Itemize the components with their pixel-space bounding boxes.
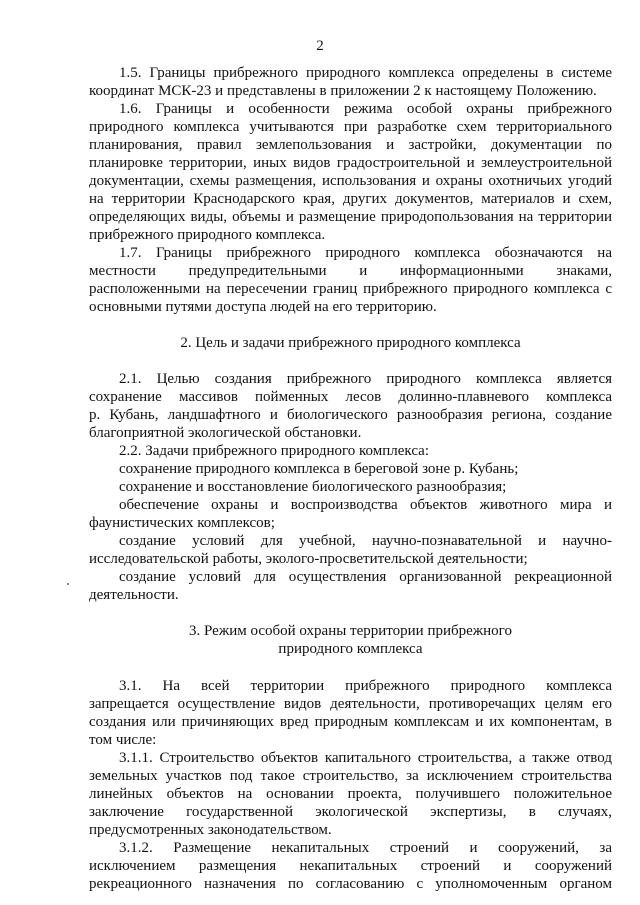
text-line: прибрежного природного комплекса.	[89, 227, 326, 243]
text-line: создание условий для осуществления организованной рекреационной	[119, 569, 612, 585]
text-line: 3.1.1. Строительство объектов капитального строительства, а также отвод	[119, 750, 612, 766]
section-heading: 3. Режим особой охраны территории прибрежного	[189, 623, 512, 639]
text-line: линейных объектов на основании проекта, получившего положительное	[89, 786, 612, 802]
text-line: сохранение природного комплекса в береговой зоне р. Кубань;	[119, 461, 519, 477]
text-line: 3.1.2. Размещение некапитальных строений и сооружений, за	[119, 840, 612, 856]
text-line: природного комплекса учитываются при разработке схем территориального	[89, 119, 612, 135]
text-line: расположенными на пересечении границ прибрежного природного комплекса с	[89, 281, 612, 297]
text-line: создание условий для учебной, научно-познавательной и научно-	[119, 533, 612, 549]
text-line: 1.7. Границы прибрежного природного комплекса обозначаются на	[119, 245, 612, 261]
page-number: 2	[316, 38, 324, 54]
text-line: заключение государственной экологической экспертизы, в случаях,	[89, 804, 612, 820]
scan-speck	[67, 583, 69, 585]
text-line: 2.1. Целью создания прибрежного природного комплекса является	[119, 371, 612, 387]
text-line: 2.2. Задачи прибрежного природного комплекса:	[119, 443, 429, 459]
text-line: предусмотренных законодательством.	[89, 822, 332, 838]
text-line: 3.1. На всей территории прибрежного природного комплекса	[119, 678, 612, 694]
text-line: 1.6. Границы и особенности режима особой охраны прибрежного	[119, 101, 612, 117]
text-line: запрещается осуществление видов деятельности, противоречащих целям его	[89, 696, 612, 712]
text-line: определяющих виды, объемы и размещение природопользования на территории	[89, 209, 612, 225]
text-line: благоприятной экологической обстановки.	[89, 425, 362, 441]
text-line: планирования, правил землепользования и застройки, документации по	[89, 137, 612, 153]
text-line: основными путями доступа людей на его территорию.	[89, 299, 437, 315]
text-line: исключением размещения некапитальных строений и сооружений	[89, 858, 612, 874]
text-line: координат МСК-23 и представлены в приложении 2 к настоящему Положению.	[89, 83, 597, 99]
text-line: исследовательской работы, эколого-просветительской деятельности;	[89, 551, 528, 567]
text-line: на территории Краснодарского края, других документов, материалов и схем,	[89, 191, 612, 207]
text-line: том числе:	[89, 732, 157, 748]
text-line: земельных участков под такое строительство, за исключением строительства	[89, 768, 612, 784]
text-line: сохранение и восстановление биологического разнообразия;	[119, 479, 507, 495]
text-line: планировке территории, иных видов градостроительной и землеустроительной	[89, 155, 612, 171]
text-line: фаунистических комплексов;	[89, 515, 275, 531]
text-line: 1.5. Границы прибрежного природного комплекса определены в системе	[119, 65, 612, 81]
text-line: обеспечение охраны и воспроизводства объектов животного мира и	[119, 497, 612, 513]
text-line: создания или причиняющих вред природным комплексам и их компонентам, в	[89, 714, 612, 730]
text-line: сохранение массивов пойменных лесов долинно-плавневого комплекса	[89, 389, 612, 405]
text-line: документации, схемы размещения, использования и охраны охотничьих угодий	[89, 173, 612, 189]
text-line: р. Кубань, ландшафтного и биологического разнообразия региона, создание	[89, 407, 612, 423]
section-heading: 2. Цель и задачи прибрежного природного комплекса	[180, 335, 521, 351]
section-heading: природного комплекса	[278, 641, 423, 657]
text-line: рекреационного назначения по согласованию с уполномоченным органом	[89, 876, 612, 892]
text-line: местности предупредительными и информационными знаками,	[89, 263, 612, 279]
text-line: деятельности.	[89, 587, 179, 603]
